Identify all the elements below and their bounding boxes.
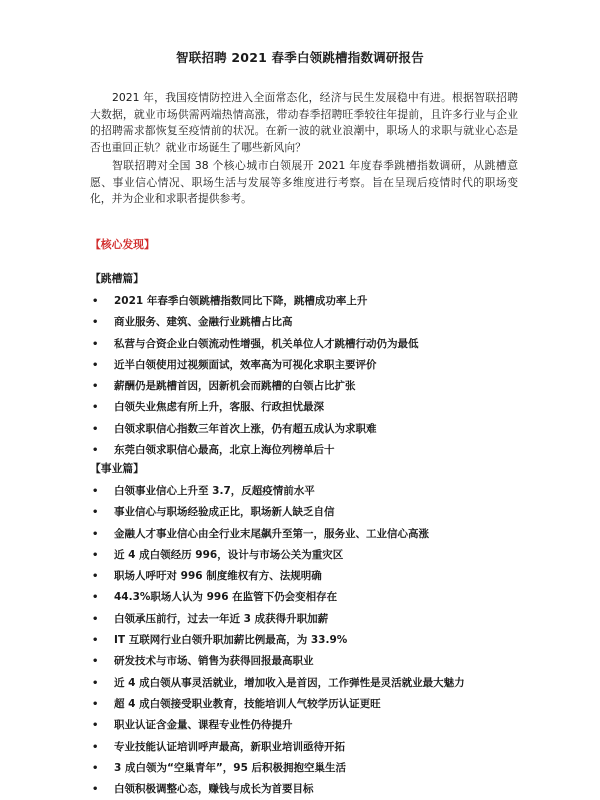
bullet-icon: • xyxy=(92,720,99,732)
list-item-text: 近半白领使用过视频面试，效率高为可视化求职主要评价 xyxy=(114,358,377,371)
bullet-icon: • xyxy=(92,507,99,519)
list-item-text: 近 4 成白领从事灵活就业，增加收入是首因，工作弹性是灵活就业最大魅力 xyxy=(114,676,465,689)
section-career xyxy=(90,461,530,800)
list-item-text: 商业服务、建筑、金融行业跳槽占比高 xyxy=(114,316,293,329)
list-item xyxy=(90,291,530,312)
bullet-icon: • xyxy=(92,635,99,647)
list-item-text: 3 成白领为“空巢青年”，95 后积极拥抱空巢生活 xyxy=(114,761,347,774)
list-item xyxy=(90,440,530,461)
list-item xyxy=(90,419,530,440)
bullet-icon: • xyxy=(92,402,99,414)
list-item-text: 研发技术与市场、销售为获得回报最高职业 xyxy=(114,655,314,668)
list-item-text: 超 4 成白领接受职业教育，技能培训人气较学历认证更旺 xyxy=(114,697,381,710)
list-item-text: 职业认证含金量、课程专业性仍待提升 xyxy=(114,719,293,732)
list-item-text: 事业信心与职场经验成正比，职场新人缺乏自信 xyxy=(114,506,335,519)
intro-section xyxy=(90,90,518,210)
bullet-list xyxy=(90,291,530,461)
bullet-icon: • xyxy=(92,613,99,625)
section-heading: 【事业篇】 xyxy=(90,462,144,475)
list-item-text: 白领事业信心上升至 3.7，反超疫情前水平 xyxy=(114,485,315,497)
list-item xyxy=(90,779,530,800)
list-item xyxy=(90,609,530,630)
bullet-icon: • xyxy=(92,338,99,350)
list-item xyxy=(90,694,530,715)
bullet-icon: • xyxy=(92,445,99,457)
list-item-text: 近 4 成白领经历 996，设计与市场公关为重灾区 xyxy=(114,548,344,561)
list-item-text: 职场人呼吁对 996 制度维权有方、法规明确 xyxy=(114,570,322,583)
list-item xyxy=(90,312,530,333)
list-item-text: 东莞白领求职信心最高，北京上海位列榜单后十 xyxy=(114,444,335,457)
bullet-icon: • xyxy=(92,549,99,561)
list-item xyxy=(90,651,530,672)
list-item xyxy=(90,397,530,418)
list-item xyxy=(90,630,530,651)
bullet-icon: • xyxy=(92,571,99,583)
bullet-icon: • xyxy=(92,423,99,435)
list-item-text: 白领求职信心指数三年首次上涨，仍有超五成认为求职难 xyxy=(114,422,377,435)
list-item-text: 2021 年春季白领跳槽指数同比下降，跳槽成功率上升 xyxy=(114,295,368,307)
list-item-text: 白领积极调整心态，赚钱与成长为首要目标 xyxy=(114,783,314,796)
bullet-icon: • xyxy=(92,762,99,774)
key-findings-label: 【核心发现】 xyxy=(90,238,155,251)
list-item xyxy=(90,481,530,502)
bullet-icon: • xyxy=(92,528,99,540)
bullet-icon: • xyxy=(92,741,99,753)
bullet-list xyxy=(90,481,530,800)
list-item-text: 专业技能认证培训呼声最高，新职业培训亟待开拓 xyxy=(114,740,345,753)
list-item-text: 金融人才事业信心由全行业末尾飙升至第一，服务业、工业信心高涨 xyxy=(114,527,429,540)
list-item-text: 白领失业焦虑有所上升，客服、行政担忧最深 xyxy=(114,401,324,414)
page-title: 智联招聘 2021 春季白领跳槽指数调研报告 xyxy=(176,50,424,65)
list-item xyxy=(90,587,530,608)
list-item-text: 薪酬仍是跳槽首因，因新机会而跳槽的白领占比扩张 xyxy=(114,380,356,393)
bullet-icon: • xyxy=(92,656,99,668)
list-item xyxy=(90,737,530,758)
section-job-hopping xyxy=(90,271,530,461)
intro-paragraph: 2021 年，我国疫情防控进入全面常态化，经济与民生发展稳中有进。根据智联招聘大数据，就业市场供需两端热情高涨，带动春季招聘旺季较往年提前，且许多行业与企业的招聘需求都恢复至疫情前的状况。在新一波的就业浪潮中，职场人的求职与就业心态是否也重回正轨？就业市场诞生了哪些新风向？ xyxy=(90,91,518,154)
list-item xyxy=(90,376,530,397)
list-item xyxy=(90,545,530,566)
list-item xyxy=(90,334,530,355)
intro-paragraph: 智联招聘对全国 38 个核心城市白领展开 2021 年度春季跳槽指数调研，从跳槽意愿、事业信心情况、职场生活与发展等多维度进行考察。旨在呈现后疫情时代的职场变化，并为企业和求职者提供参考。 xyxy=(90,159,518,205)
list-item xyxy=(90,566,530,587)
bullet-icon: • xyxy=(92,296,99,307)
list-item-text: IT 互联网行业白领升职加薪比例最高，为 33.9% xyxy=(114,634,348,647)
list-item xyxy=(90,355,530,376)
list-item-text: 44.3%职场人认为 996 在监管下仍会变相存在 xyxy=(114,591,338,604)
list-item xyxy=(90,524,530,545)
bullet-icon: • xyxy=(92,592,99,604)
list-item-text: 私营与合资企业白领流动性增强，机关单位人才跳槽行动仍为最低 xyxy=(114,337,419,350)
bullet-icon: • xyxy=(92,317,99,329)
bullet-icon: • xyxy=(92,381,99,393)
list-item xyxy=(90,715,530,736)
bullet-icon: • xyxy=(92,677,99,689)
list-item xyxy=(90,502,530,523)
list-item xyxy=(90,758,530,779)
list-item-text: 白领承压前行，过去一年近 3 成获得升职加薪 xyxy=(114,612,329,625)
bullet-icon: • xyxy=(92,698,99,710)
bullet-icon: • xyxy=(92,784,99,796)
bullet-icon: • xyxy=(92,486,99,497)
bullet-icon: • xyxy=(92,359,99,371)
list-item xyxy=(90,673,530,694)
section-heading: 【跳槽篇】 xyxy=(90,272,144,285)
